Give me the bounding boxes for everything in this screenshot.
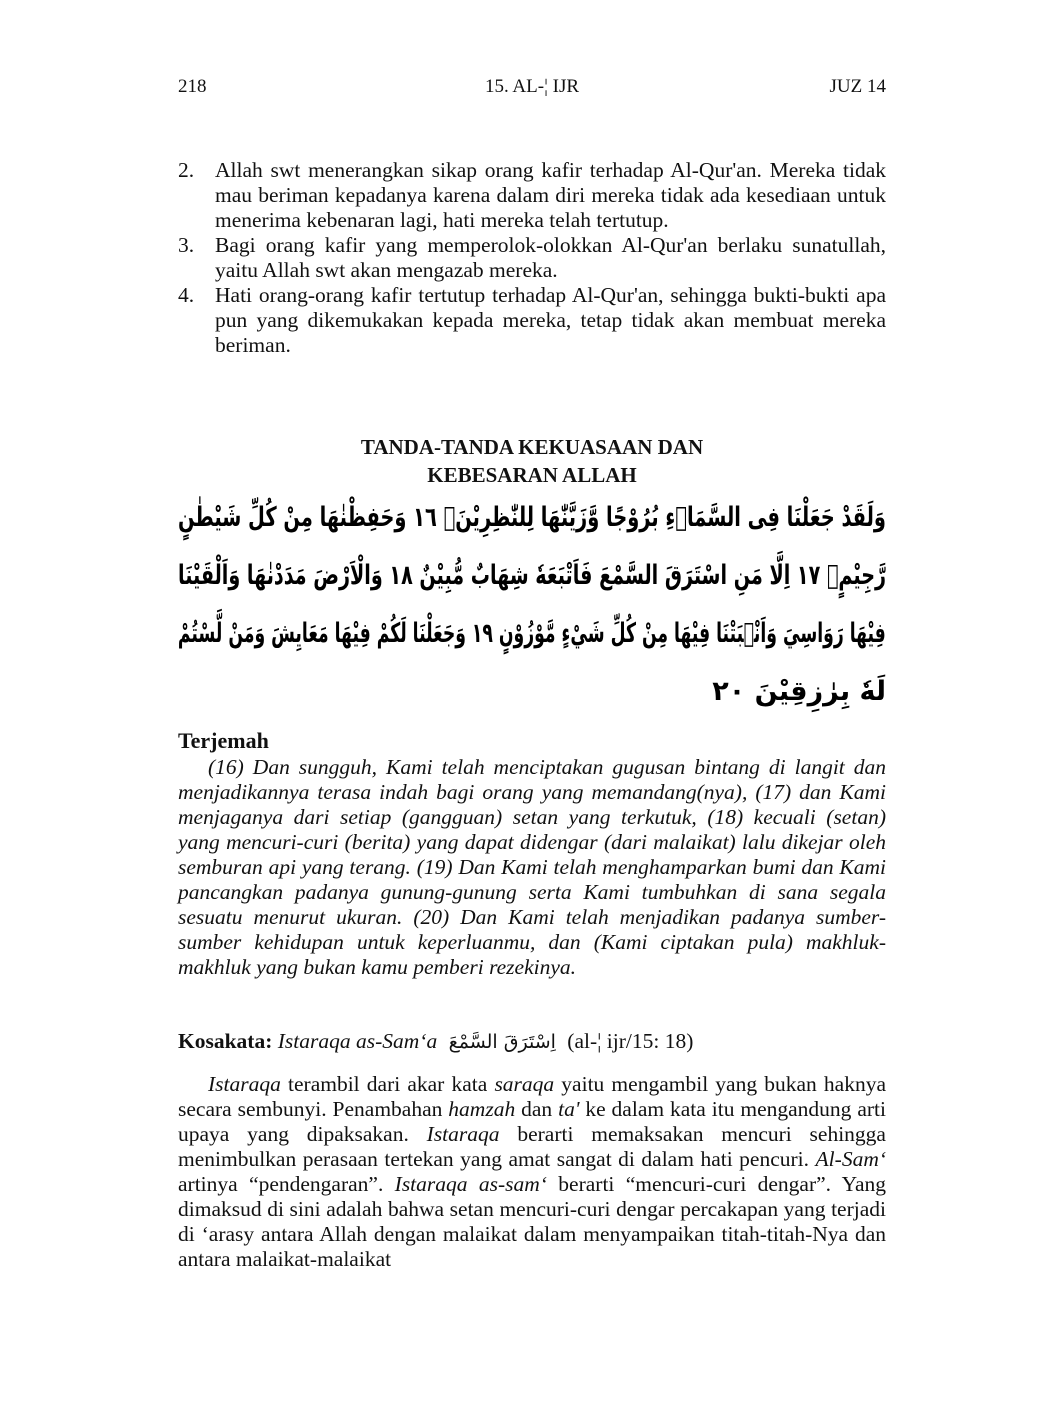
chapter-title: 15. AL-¦ IJR [484, 76, 580, 97]
body-italic: saraqa [494, 1072, 555, 1096]
list-text: Hati orang-orang kafir tertutup terhadap Al-Qur'an, sehingga bukti-bukti apa pun yang dikemukakan kepada mereka, tetap tidak akan membuat mereka beriman. [215, 283, 886, 357]
page-header [178, 76, 886, 102]
body-italic: ta' [558, 1097, 580, 1121]
arabic-line: وَلَقَدْ جَعَلْنَا فِى السَّمَاۤءِ بُرُوْجًا وَّزَيَّنّٰهَا لِلنّٰظِرِيْنَۙ ١٦ وَحَفِظْنٰهَا مِنْ كُلِّ شَيْطٰنٍ [178, 502, 886, 533]
list-item [178, 233, 886, 283]
arabic-line: لَهٗ بِرٰزِقِيْنَ ٢٠ [712, 676, 886, 707]
body-italic: Istaraqa [426, 1122, 500, 1146]
kosakata-label: Kosakata: [178, 1029, 273, 1053]
section-title [178, 433, 886, 489]
list-item [178, 158, 886, 233]
body-text: ke dalam kata itu mengandung arti upaya yang dipaksakan. [178, 1097, 886, 1146]
section-title-line: KEBESARAN ALLAH [427, 463, 637, 487]
list-number: 2. [178, 158, 195, 182]
terjemah-heading: Terjemah [178, 728, 269, 753]
body-italic: Istaraqa [208, 1072, 281, 1096]
body-text: artinya “pendengaran”. [178, 1172, 395, 1196]
arabic-line: رَّجِيْمٍۙ ١٧ اِلَّا مَنِ اسْتَرَقَ السَّمْعَ فَاَتْبَعَهٗ شِهَابٌ مُّبِيْنٌ ١٨ وَالْاَرْضَ مَدَدْنٰهَا وَاَلْقَيْنَا [177, 560, 886, 591]
body-text: berarti memaksakan mencuri sehingga menimbulkan perasaan tertekan yang amat sangat di dalam hati pencuri. [178, 1122, 886, 1171]
list-number: 4. [178, 283, 195, 307]
kosakata-line [178, 1027, 886, 1056]
section-title-line: TANDA-TANDA KEKUASAAN DAN [360, 435, 704, 459]
list-text: Bagi orang kafir yang memperolok-olokkan Al-Qur'an berlaku sunatullah, yaitu Allah swt akan mengazab mereka. [215, 233, 886, 282]
list-number: 3. [178, 233, 195, 257]
arabic-verses [178, 498, 886, 730]
body-italic: Istaraqa as-sam‘ [394, 1172, 547, 1196]
list-text: Allah swt menerangkan sikap orang kafir terhadap Al-Qur'an. Mereka tidak mau beriman kepadanya karena dalam diri mereka tidak ada kesediaan untuk menerima kebenaran lagi, hati mereka telah tertutup. [215, 158, 886, 232]
kosakata-arabic: اِسْتَرَقَ السَّمْعَ [448, 1031, 556, 1053]
body-italic: hamzah [448, 1097, 516, 1121]
numbered-list [178, 158, 886, 358]
body-italic: Al-Sam‘ [815, 1147, 886, 1171]
kosakata-reference: (al-¦ ijr/15: 18) [567, 1029, 694, 1053]
juz-label: JUZ 14 [829, 76, 886, 97]
body-text: dan [515, 1097, 559, 1121]
body-text: yaitu mengambil yang bukan haknya secara sembunyi. Penambahan [178, 1072, 886, 1121]
body-text: terambil dari akar kata [280, 1072, 495, 1096]
page-number: 218 [178, 76, 207, 97]
terjemah-text: (16) Dan sungguh, Kami telah menciptakan gugusan bintang di langit dan menjadikannya terasa indah bagi orang yang memandang(nya), (17) dan Kami menjaganya dari setiap (gangguan) setan yang terkutuk, (18) kecuali (setan) yang mencuri-curi (berita) yang dapat didengar (dari malaikat) lalu dikejar oleh semburan api yang terang. (19) Dan Kami telah menghamparkan bumi dan Kami pancangkan padanya gunung-gunung serta Kami tumbuhkan di sana segala sesuatu menurut ukuran. (20) Dan Kami telah menjadikan padanya sumber-sumber kehidupan untuk keperluanmu, dan (Kami ciptakan pula) makhluk-makhluk yang bukan kamu pemberi rezekinya. [178, 755, 886, 979]
body-text: berarti “mencuri-curi dengar”. Yang dimaksud di sini adalah bahwa setan mencuri-curi dengar percakapan yang terjadi di ‘arasy antara Allah dengan malaikat dalam menyampaikan titah-titah-Nya dan antara malaikat-malaikat [178, 1172, 886, 1271]
list-item [178, 283, 886, 358]
arabic-line: فِيْهَا رَوَاسِيَ وَاَنْۢبَتْنَا فِيْهَا مِنْ كُلِّ شَيْءٍ مَّوْزُوْنٍ ١٩ وَجَعَلْنَا لَكُمْ فِيْهَا مَعَايِشَ وَمَنْ لَّسْتُمْ [178, 618, 886, 649]
kosakata-term: Istaraqa as-Sam‘a [277, 1029, 438, 1053]
body-paragraph [178, 1072, 886, 1272]
